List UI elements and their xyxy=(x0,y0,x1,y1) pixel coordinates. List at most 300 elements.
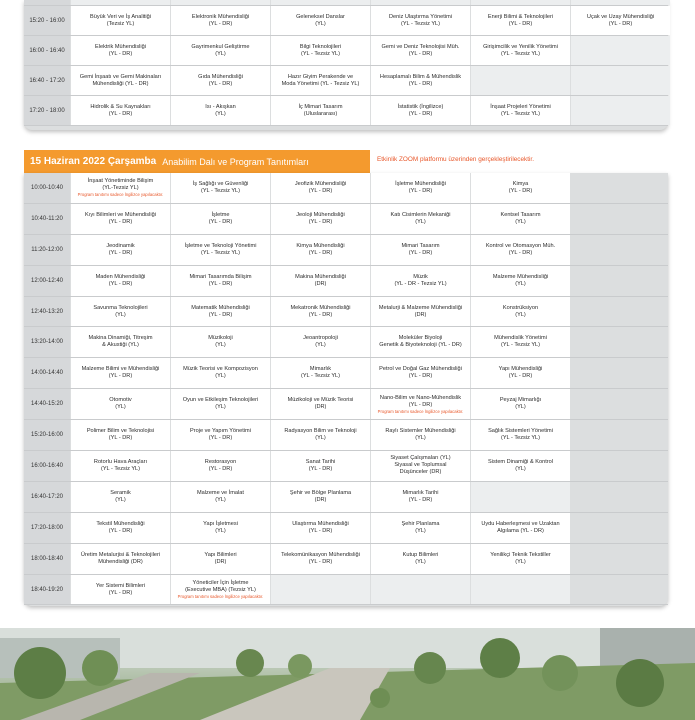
program-degree: (YL - DR) xyxy=(208,311,233,318)
program-name: İç Mimari Tasarım xyxy=(298,103,343,110)
schedule-row xyxy=(24,451,668,482)
program-name: Hesaplamalı Bilim & Mühendislik xyxy=(379,73,462,80)
program-name: Mimari Tasarımda Bilişim xyxy=(189,273,252,280)
program-cell xyxy=(371,66,470,95)
program-name: Kimya Mühendisliği xyxy=(296,242,345,249)
program-name: Otomotiv xyxy=(109,397,132,404)
schedule-row xyxy=(24,36,668,66)
program-cell xyxy=(171,266,270,296)
program-cell xyxy=(71,66,170,95)
schedule-row xyxy=(24,297,668,328)
program-name: Matematik Mühendisliği xyxy=(191,304,250,311)
schedule-row xyxy=(24,358,668,389)
program-cell xyxy=(371,451,470,481)
program-name: Maden Mühendisliği xyxy=(95,273,146,280)
program-cell xyxy=(471,544,570,574)
program-degree: (YL - Tezsiz YL) xyxy=(300,373,341,380)
program-degree: (YL - DR) xyxy=(108,249,133,256)
program-cell xyxy=(171,513,270,543)
program-degree: (YL - Tezsiz YL) xyxy=(200,187,241,194)
program-cell xyxy=(371,6,470,35)
program-name: Makina Mühendisliği xyxy=(295,273,346,280)
program-name: Yöneticiler İçin İşletme xyxy=(192,580,249,587)
program-name: Radyasyon Bilim ve Teknoloji xyxy=(284,428,357,435)
program-degree: (DR) xyxy=(414,311,427,318)
program-degree: (YL - Tezsiz YL) xyxy=(100,465,141,472)
time-slot xyxy=(24,0,70,5)
program-degree: (YL - Tezsiz YL) xyxy=(500,110,541,117)
program-degree: Genetik & Biyoteknoloji (YL - DR) xyxy=(379,342,462,349)
program-name: Kimya xyxy=(512,180,529,187)
program-name: Metalurji & Malzeme Mühendisliği xyxy=(378,304,463,311)
program-cell xyxy=(171,482,270,512)
program-cell xyxy=(71,235,170,265)
program-name: Restorasyon xyxy=(204,458,237,465)
program-degree: (YL - DR) xyxy=(408,373,433,380)
program-name: Gemi ve Deniz Teknolojisi Müh. xyxy=(381,43,460,50)
schedule-row xyxy=(24,266,668,297)
program-degree: (YL - DR) xyxy=(308,311,333,318)
program-cell xyxy=(371,235,470,265)
program-degree: (YL - DR) xyxy=(208,280,233,287)
program-degree: (YL) xyxy=(515,465,526,472)
program-name: Sanat Tarihi xyxy=(305,458,336,465)
program-name: Bilgi Teknolojileri xyxy=(299,43,342,50)
program-degree: Algılama (YL - DR) xyxy=(497,527,544,534)
time-slot: 14:00-14:40 xyxy=(24,358,70,388)
program-cell xyxy=(571,36,670,65)
program-cell xyxy=(371,513,470,543)
program-cell xyxy=(571,0,670,5)
program-name: Sağlık Sistemleri Yönetimi xyxy=(488,428,553,435)
program-note: Program tanıtımı sadece İngilizce yapılacaktır. xyxy=(77,192,164,198)
program-cell xyxy=(171,297,270,327)
program-cell xyxy=(271,544,370,574)
program-degree: (YL) xyxy=(215,342,226,349)
program-cell xyxy=(271,266,370,296)
program-degree: (YL) xyxy=(515,404,526,411)
program-cell xyxy=(271,297,370,327)
program-name: Sistem Dinamiği & Kontrol xyxy=(488,458,553,465)
program-degree: (YL - Tezsiz YL) xyxy=(500,342,541,349)
program-name: Konstrüksiyon xyxy=(502,304,539,311)
program-degree: (YL - Tezsiz YL) xyxy=(400,20,441,27)
time-slot: 15:20 - 16:00 xyxy=(24,6,70,35)
program-name: Oyun ve Etkileşim Teknolojileri xyxy=(182,397,259,404)
section-header xyxy=(24,150,370,173)
program-degree: (YL - DR) xyxy=(308,187,333,194)
program-name: Mimarlık xyxy=(309,366,332,373)
time-slot: 10:00-10:40 xyxy=(24,173,70,203)
program-name: Malzeme Bilimi ve Mühendisliği xyxy=(81,366,160,373)
program-degree: (YL) xyxy=(415,527,426,534)
program-degree: (YL - DR) xyxy=(308,218,333,225)
program-cell xyxy=(71,451,170,481)
time-slot: 12:40-13:20 xyxy=(24,297,70,327)
program-cell xyxy=(271,173,370,203)
program-name: Mimari Tasarım xyxy=(401,242,440,249)
program-name: İşletme xyxy=(211,211,230,218)
program-degree: (YL - DR) xyxy=(508,373,533,380)
program-degree: (YL - Tezsiz YL) xyxy=(500,435,541,442)
program-cell xyxy=(171,36,270,65)
program-cell xyxy=(271,327,370,357)
time-slot: 16:00-16:40 xyxy=(24,451,70,481)
program-name: Nano-Bilim ve Nano-Mühendislik xyxy=(379,394,462,401)
program-name: Gemi İnşaatı ve Gemi Makinaları xyxy=(79,73,162,80)
schedule-row xyxy=(24,513,668,544)
program-degree: (YL - DR) xyxy=(208,218,233,225)
program-name: Jeodinamik xyxy=(106,242,135,249)
program-name: Yer Sistemi Bilimleri xyxy=(95,582,146,589)
program-cell xyxy=(371,482,470,512)
program-name: Yapı İşletmesi xyxy=(203,520,238,527)
program-degree: (YL - DR) xyxy=(108,435,133,442)
program-name: Yapı Bilimleri xyxy=(204,551,237,558)
program-cell xyxy=(271,513,370,543)
program-name: Siyaset Çalışmaları (YL) xyxy=(390,455,451,462)
program-cell xyxy=(171,0,270,5)
program-cell xyxy=(471,297,570,327)
time-slot: 16:00 - 16:40 xyxy=(24,36,70,65)
program-name: Tekstil Mühendisliği xyxy=(96,520,145,527)
main-schedule-panel xyxy=(24,173,668,606)
section-date: 15 Haziran 2022 Çarşamba xyxy=(30,156,157,167)
program-name: Yapı Mühendisliği xyxy=(498,366,543,373)
program-cell xyxy=(371,327,470,357)
program-name: Elektronik Mühendisliği xyxy=(191,13,250,20)
program-name: Müzikoloji ve Müzik Teorisi xyxy=(287,397,354,404)
program-name: Katı Cisimlerin Mekaniği xyxy=(390,211,451,218)
program-cell xyxy=(271,451,370,481)
time-slot: 17:20-18:00 xyxy=(24,513,70,543)
program-cell xyxy=(71,0,170,5)
program-name: Raylı Sistemler Mühendisliği xyxy=(385,428,456,435)
program-degree: (YL) xyxy=(315,20,326,27)
program-name: Petrol ve Doğal Gaz Mühendisliği xyxy=(379,366,462,373)
program-degree: (YL) xyxy=(215,50,226,57)
program-name: Malzeme Mühendisliği xyxy=(492,273,549,280)
program-degree: (DR) xyxy=(314,280,327,287)
program-cell xyxy=(71,358,170,388)
program-name: Kıyı Bilimleri ve Mühendisliği xyxy=(85,211,156,218)
program-name: Savunma Teknolojileri xyxy=(93,304,148,311)
section-subtitle: Anabilim Dalı ve Program Tanıtımları xyxy=(162,156,309,167)
time-slot: 16:40-17:20 xyxy=(24,482,70,512)
program-name: İstatistik (İngilizce) xyxy=(397,103,444,110)
program-degree: (YL - DR) xyxy=(508,249,533,256)
schedule-row xyxy=(24,327,668,358)
program-degree: Mühendisliği (YL - DR) xyxy=(92,80,149,87)
time-slot: 12:00-12:40 xyxy=(24,266,70,296)
program-degree: (YL) xyxy=(515,218,526,225)
program-cell xyxy=(71,96,170,125)
program-cell xyxy=(71,544,170,574)
schedule-row xyxy=(24,173,668,204)
program-degree: (YL - Tezsiz YL) xyxy=(200,249,241,256)
program-name: İş Sağlığı ve Güvenliği xyxy=(192,180,249,187)
program-cell xyxy=(471,420,570,450)
program-cell xyxy=(71,420,170,450)
program-cell xyxy=(271,358,370,388)
schedule-row xyxy=(24,544,668,575)
time-slot: 18:00-18:40 xyxy=(24,544,70,574)
program-degree: (YL - DR) xyxy=(408,496,433,503)
program-name: Şehir ve Bölge Planlama xyxy=(289,489,352,496)
program-degree: (YL) xyxy=(315,342,326,349)
program-degree: (YL - DR) xyxy=(408,110,433,117)
program-cell xyxy=(371,36,470,65)
program-cell xyxy=(71,389,170,419)
program-degree: (Uluslararası) xyxy=(303,110,338,117)
program-name: Ulaştırma Mühendisliği xyxy=(292,520,349,527)
schedule-row xyxy=(24,575,668,606)
program-cell xyxy=(371,544,470,574)
program-name: Jeoantropoloji xyxy=(303,335,338,342)
program-cell xyxy=(71,266,170,296)
program-name: Mühendislik Yönetimi xyxy=(494,335,547,342)
program-name: Moleküler Biyoloji xyxy=(398,335,443,342)
program-degree: (YL) xyxy=(515,558,526,565)
program-cell xyxy=(471,451,570,481)
program-cell xyxy=(271,66,370,95)
program-degree: (YL) xyxy=(115,496,126,503)
program-cell xyxy=(471,327,570,357)
program-degree: (YL) xyxy=(215,373,226,380)
program-cell xyxy=(271,575,370,605)
program-cell xyxy=(271,36,370,65)
program-cell xyxy=(71,575,170,605)
program-name: Kentsel Tasarım xyxy=(500,211,541,218)
program-name: Telekomünikasyon Mühendisliği xyxy=(281,551,360,558)
program-cell xyxy=(171,6,270,35)
time-slot: 18:40-19:20 xyxy=(24,575,70,605)
program-name: Seramik xyxy=(110,489,131,496)
program-cell xyxy=(171,358,270,388)
program-degree: (YL - DR) xyxy=(408,187,433,194)
program-cell xyxy=(471,513,570,543)
program-name: Rotorlu Hava Araçları xyxy=(93,458,148,465)
program-degree: (YL) xyxy=(515,280,526,287)
program-cell xyxy=(371,358,470,388)
program-cell xyxy=(171,204,270,234)
program-name: İşletme ve Teknoloji Yönetimi xyxy=(184,242,257,249)
time-slot: 17:20 - 18:00 xyxy=(24,96,70,125)
program-name: Hazır Giyim Perakende ve xyxy=(287,73,354,80)
program-cell xyxy=(371,266,470,296)
program-degree: (Executive MBA) (Tezsiz YL) xyxy=(185,587,256,594)
program-cell xyxy=(471,173,570,203)
program-degree: (DR) xyxy=(214,558,227,565)
program-degree: (YL) xyxy=(115,311,126,318)
program-cell xyxy=(171,96,270,125)
program-name: Malzeme ve İmalat xyxy=(197,489,244,496)
program-cell xyxy=(471,36,570,65)
program-name: İnşaat Projeleri Yönetimi xyxy=(490,103,551,110)
program-cell xyxy=(271,235,370,265)
program-cell xyxy=(71,204,170,234)
time-slot: 14:40-15:20 xyxy=(24,389,70,419)
program-name: Üretim Metalurjisi & Teknolojileri xyxy=(80,551,161,558)
program-name: Proje ve Yapım Yönetimi xyxy=(190,428,251,435)
program-cell xyxy=(471,575,570,605)
program-degree: Mühendisliği (DR) xyxy=(98,558,143,565)
program-degree: (YL - Tezsiz YL) xyxy=(300,50,341,57)
program-name: Müzik xyxy=(413,273,428,280)
top-schedule-panel xyxy=(24,0,668,130)
program-cell xyxy=(171,389,270,419)
program-degree: (YL - DR) xyxy=(108,218,133,225)
program-name: Makina Dinamiği, Titreşim xyxy=(88,335,153,342)
program-cell xyxy=(371,173,470,203)
program-name: Gıda Mühendisliği xyxy=(198,73,243,80)
program-cell xyxy=(71,297,170,327)
program-note: Program tanıtımı sadece İngilizce yapılacaktır. xyxy=(377,408,464,414)
schedule-row xyxy=(24,96,668,126)
schedule-row xyxy=(24,204,668,235)
program-name: Jeoloji Mühendisliği xyxy=(296,211,345,218)
program-degree: Siyasal ve Toplumsal xyxy=(394,462,447,469)
program-degree: (YL-Tezsiz YL) xyxy=(102,185,139,192)
program-note: Program tanıtımı sadece İngilizce yapılacaktır. xyxy=(177,594,264,600)
program-cell xyxy=(71,482,170,512)
top-schedule-grid xyxy=(24,0,668,126)
program-cell xyxy=(471,6,570,35)
program-cell xyxy=(371,204,470,234)
program-cell xyxy=(271,420,370,450)
program-name: Enerji Bilimi & Teknolojileri xyxy=(487,13,554,20)
program-cell xyxy=(471,266,570,296)
program-degree: (YL - Tezsiz YL) xyxy=(500,50,541,57)
program-cell xyxy=(271,0,370,5)
program-degree: (YL) xyxy=(215,527,226,534)
program-name: Mimarlık Tarihi xyxy=(402,489,439,496)
program-cell xyxy=(271,96,370,125)
program-name: Jeofizik Mühendisliği xyxy=(294,180,347,187)
zoom-note: Etkinlik ZOOM platformu üzerinden gerçekleştirilecektir. xyxy=(377,156,534,163)
schedule-row xyxy=(24,420,668,451)
program-name: Müzik Teorisi ve Kompozisyon xyxy=(183,366,258,373)
program-cell xyxy=(271,204,370,234)
program-degree: (YL) xyxy=(315,435,326,442)
program-degree: (YL) xyxy=(415,558,426,565)
program-cell xyxy=(171,235,270,265)
program-name: Elektrik Mühendisliği xyxy=(95,43,146,50)
program-name: Kutup Bilimleri xyxy=(402,551,439,558)
program-name: Mekatronik Mühendisliği xyxy=(290,304,351,311)
program-degree: Moda Yönetimi (YL - Tezsiz YL) xyxy=(281,80,360,87)
program-degree: (YL - DR) xyxy=(108,110,133,117)
program-cell xyxy=(271,389,370,419)
program-cell xyxy=(471,358,570,388)
program-degree: (YL - DR - Tezsiz YL) xyxy=(394,280,447,287)
program-cell xyxy=(371,575,470,605)
program-name: İşletme Mühendisliği xyxy=(395,180,446,187)
time-slot: 15:20-16:00 xyxy=(24,420,70,450)
program-degree: (DR) xyxy=(314,496,327,503)
program-name: Geleneksel Danslar xyxy=(296,13,345,20)
program-degree: (YL - DR) xyxy=(608,20,633,27)
main-schedule-grid xyxy=(24,173,668,605)
program-degree: (YL - DR) xyxy=(408,249,433,256)
program-degree: (YL - DR) xyxy=(508,187,533,194)
program-degree: (YL - DR) xyxy=(208,20,233,27)
program-name: Uydu Haberleşmesi ve Uzaktan xyxy=(481,520,560,527)
program-degree: (YL - DR) xyxy=(408,50,433,57)
program-cell xyxy=(471,389,570,419)
program-cell xyxy=(471,482,570,512)
program-degree: (YL) xyxy=(215,496,226,503)
program-cell xyxy=(471,0,570,5)
time-slot: 10:40-11:20 xyxy=(24,204,70,234)
program-degree: (YL - DR) xyxy=(308,527,333,534)
program-name: İnşaat Yönetiminde Bilişim xyxy=(87,178,154,185)
program-cell xyxy=(471,66,570,95)
program-cell xyxy=(471,96,570,125)
program-cell xyxy=(171,575,270,605)
program-degree: (YL) xyxy=(115,404,126,411)
program-cell xyxy=(371,297,470,327)
program-degree: (YL - DR) xyxy=(208,435,233,442)
program-degree: (DR) xyxy=(314,404,327,411)
program-cell xyxy=(471,235,570,265)
program-name: Gayrimenkul Geliştirme xyxy=(191,43,250,50)
program-cell xyxy=(171,420,270,450)
program-degree: (YL - DR) xyxy=(308,558,333,565)
program-cell xyxy=(71,36,170,65)
program-name: Müzikoloji xyxy=(208,335,233,342)
schedule-row xyxy=(24,389,668,420)
program-degree: (YL) xyxy=(415,435,426,442)
program-cell xyxy=(571,66,670,95)
program-name: Isı - Akışkan xyxy=(205,103,236,110)
program-degree: Düşünceler (DR) xyxy=(399,469,442,476)
program-degree: (YL - DR) xyxy=(408,401,433,408)
schedule-row xyxy=(24,6,668,36)
program-degree: (YL) xyxy=(515,311,526,318)
time-slot: 11:20-12:00 xyxy=(24,235,70,265)
time-slot: 13:20-14:00 xyxy=(24,327,70,357)
program-cell xyxy=(171,544,270,574)
program-degree: (YL - DR) xyxy=(408,80,433,87)
program-cell xyxy=(271,482,370,512)
program-cell xyxy=(571,6,670,35)
schedule-row xyxy=(24,235,668,266)
campus-photo-illustration xyxy=(0,628,695,720)
program-degree: (YL - DR) xyxy=(108,527,133,534)
program-name: Yenilikçi Teknik Tekstiller xyxy=(490,551,551,558)
program-cell xyxy=(471,204,570,234)
program-cell xyxy=(71,327,170,357)
program-name: Hidrolik & Su Kaynakları xyxy=(90,103,151,110)
program-cell xyxy=(171,66,270,95)
program-name: Polimer Bilim ve Teknolojisi xyxy=(86,428,155,435)
program-cell xyxy=(271,6,370,35)
program-name: Uçak ve Uzay Mühendisliği xyxy=(586,13,655,20)
campus-photo xyxy=(0,628,695,720)
program-degree: (Tezsiz YL) xyxy=(106,20,135,27)
program-cell xyxy=(371,389,470,419)
program-degree: (YL) xyxy=(415,218,426,225)
program-degree: (YL - DR) xyxy=(108,373,133,380)
program-degree: (YL) xyxy=(215,110,226,117)
schedule-row xyxy=(24,482,668,513)
program-degree: (YL - DR) xyxy=(508,20,533,27)
program-cell xyxy=(71,173,170,203)
program-cell xyxy=(71,513,170,543)
program-degree: (YL - DR) xyxy=(308,465,333,472)
program-name: Kontrol ve Otomasyon Müh. xyxy=(485,242,556,249)
